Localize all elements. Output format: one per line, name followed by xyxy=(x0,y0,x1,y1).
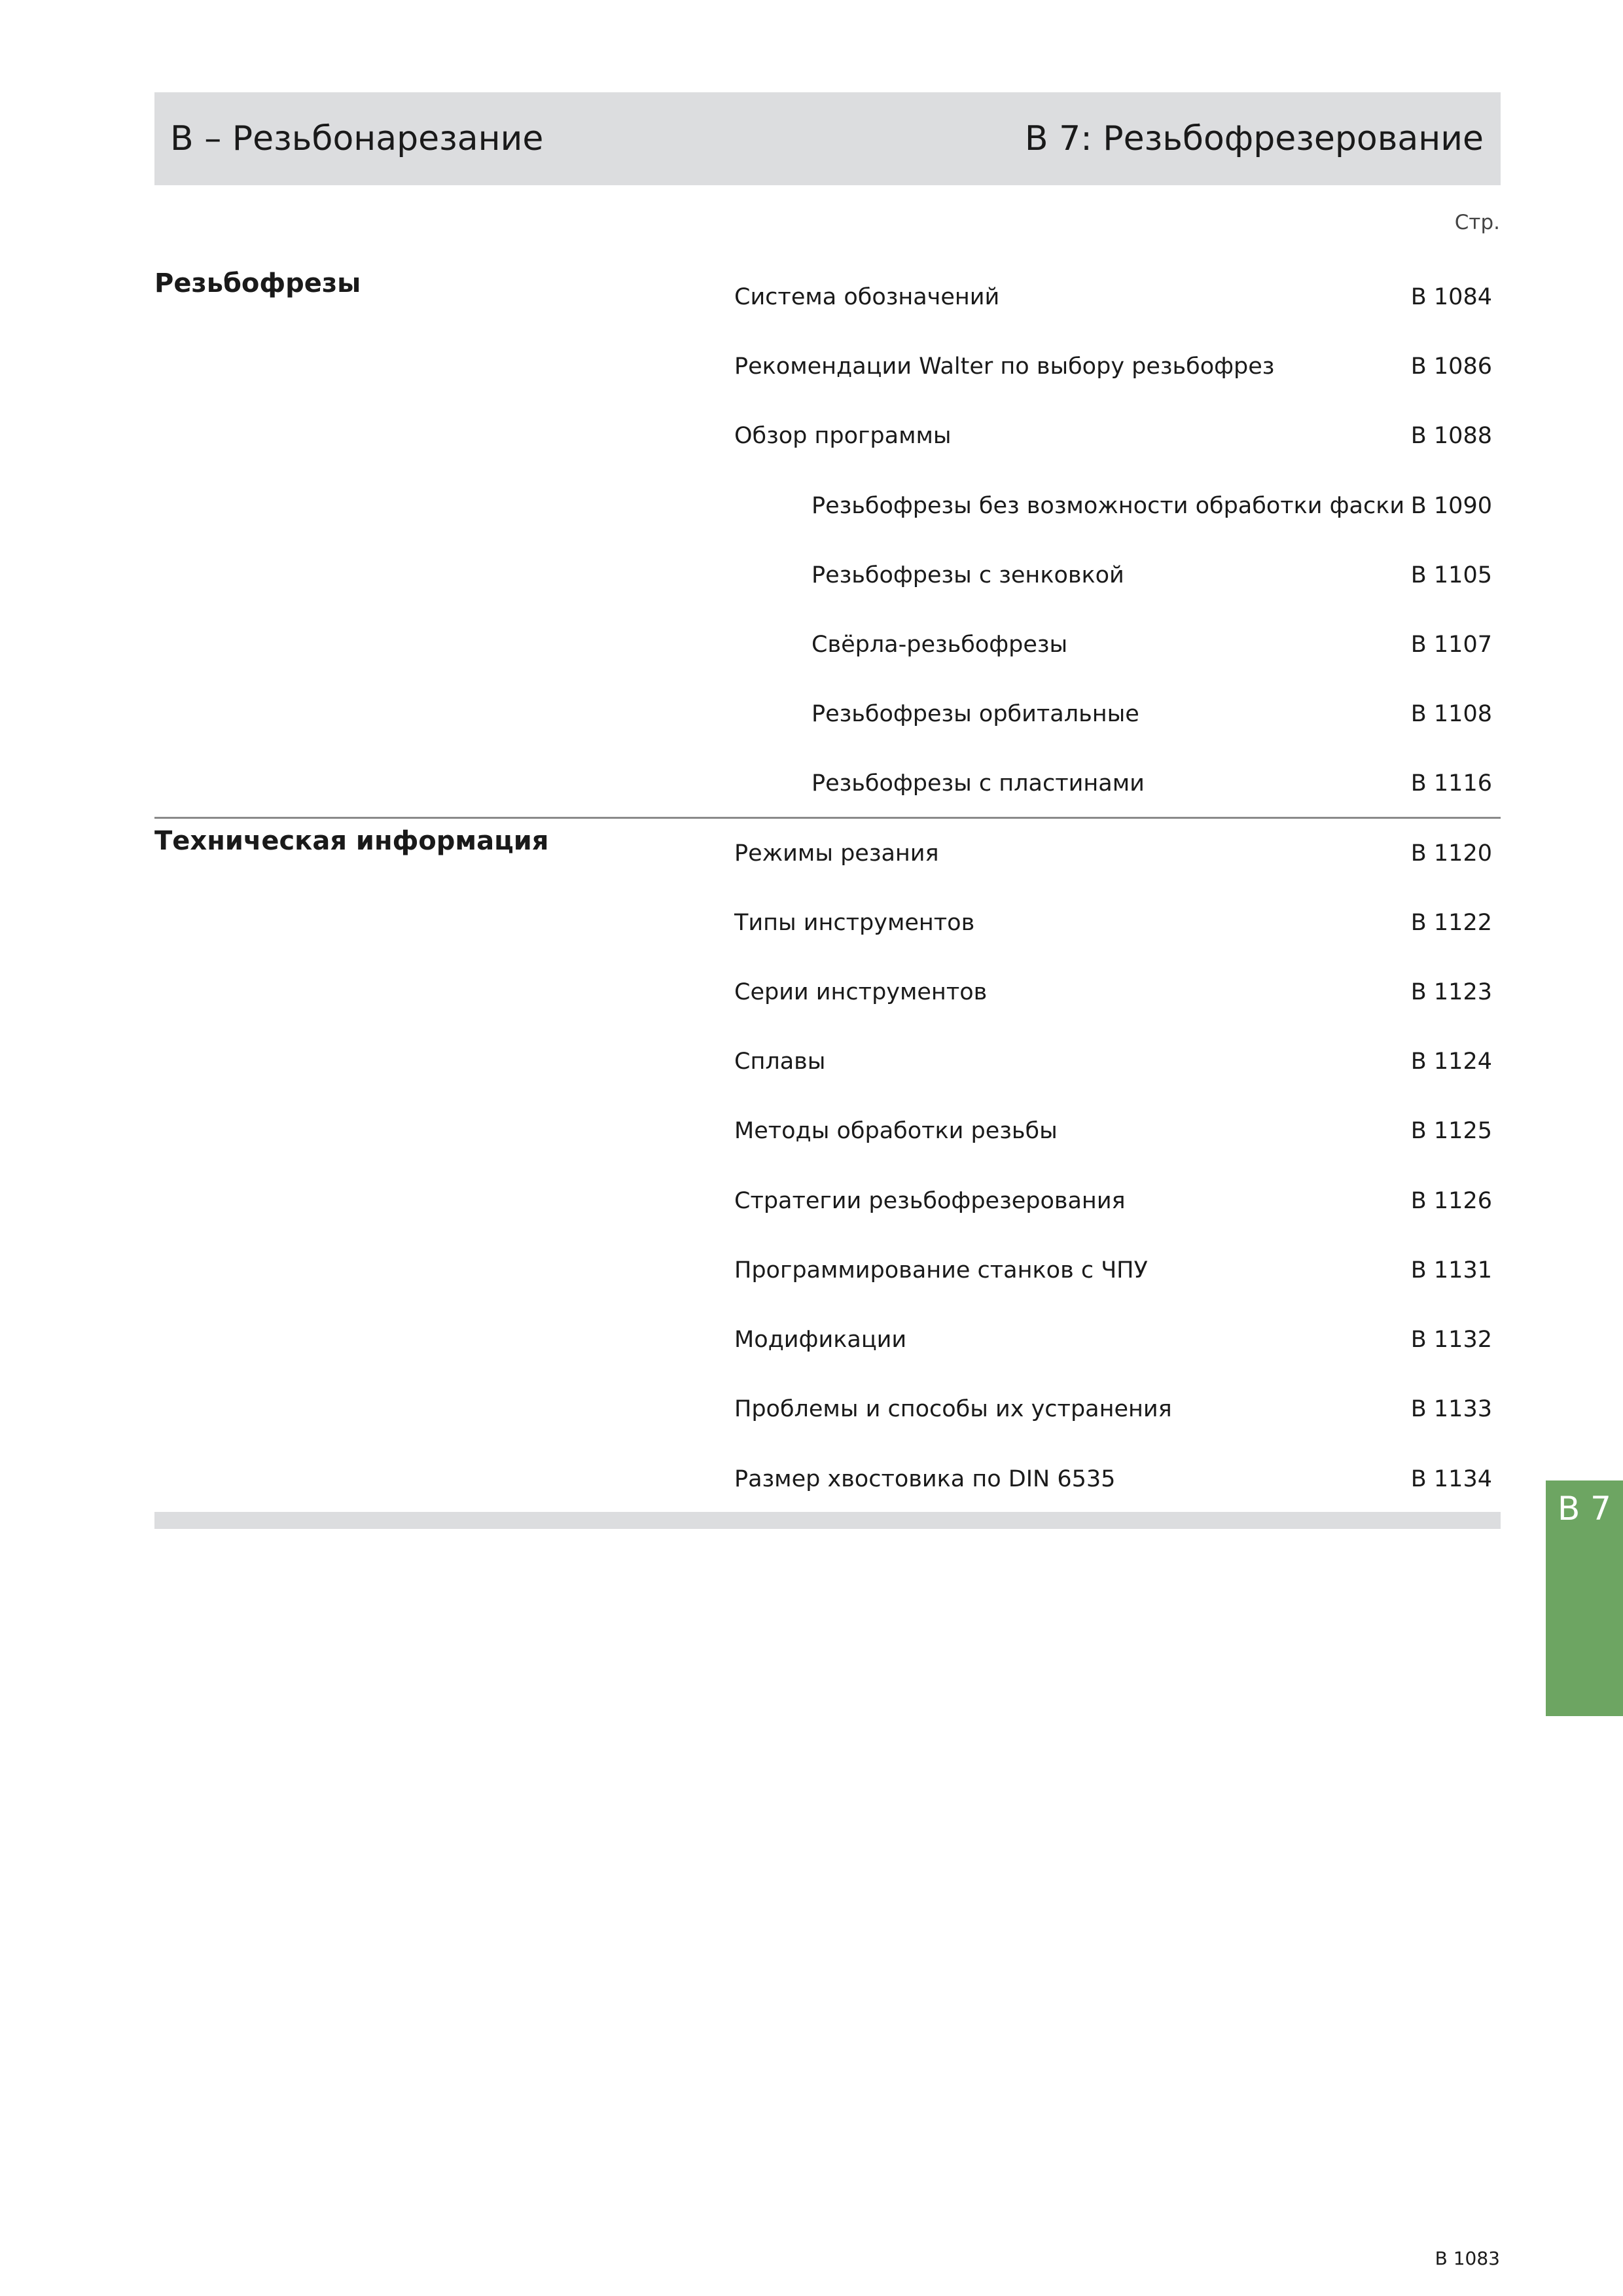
toc-entry-label: Серии инструментов xyxy=(734,979,988,1005)
page-column-label: Стр. xyxy=(1454,211,1500,234)
toc-entry-label: Режимы резания xyxy=(734,840,939,867)
toc-entry-page: B 1133 xyxy=(1410,1396,1492,1422)
toc-entry[interactable] xyxy=(734,694,1492,734)
side-tab-label: B 7 xyxy=(1557,1490,1611,1528)
toc-entry-label: Сплавы xyxy=(734,1049,826,1075)
toc-entry-page: B 1105 xyxy=(1410,562,1492,588)
toc-entry[interactable] xyxy=(734,556,1492,595)
toc-entry-label: Типы инструментов xyxy=(734,910,975,936)
toc-entry[interactable] xyxy=(734,278,1492,317)
toc-entry-label: Модификации xyxy=(734,1327,907,1353)
toc-entry[interactable] xyxy=(734,903,1492,942)
toc-entry[interactable] xyxy=(734,486,1492,526)
toc-entry-page: B 1124 xyxy=(1410,1049,1492,1075)
toc-entry[interactable] xyxy=(734,347,1492,386)
header-bar xyxy=(154,92,1501,185)
toc-entry-page: B 1116 xyxy=(1410,770,1492,797)
toc-entry-page: B 1131 xyxy=(1410,1257,1492,1283)
toc-entry-label: Система обозначений xyxy=(734,284,1000,310)
section-title-thread-mills: Резьбофрезы xyxy=(154,268,361,298)
section-divider xyxy=(154,817,1501,819)
toc-entry[interactable] xyxy=(734,973,1492,1012)
toc-entry-label: Резьбофрезы с пластинами xyxy=(812,770,1145,797)
toc-entry[interactable] xyxy=(734,1460,1492,1499)
toc-entry[interactable] xyxy=(734,1251,1492,1290)
footer-bar xyxy=(154,1512,1501,1529)
toc-entry-page: B 1090 xyxy=(1410,493,1492,519)
toc-entry[interactable] xyxy=(734,625,1492,664)
toc-entry[interactable] xyxy=(734,416,1492,456)
toc-entry-page: B 1126 xyxy=(1410,1188,1492,1214)
toc-entry-page: B 1132 xyxy=(1410,1327,1492,1353)
toc-entry-label: Обзор программы xyxy=(734,423,952,449)
toc-entry-label: Резьбофрезы орбитальные xyxy=(812,701,1139,727)
section-title-technical-info: Техническая информация xyxy=(154,826,549,856)
toc-entry-page: B 1134 xyxy=(1410,1466,1492,1492)
toc-entry[interactable] xyxy=(734,834,1492,873)
toc-entry-label: Стратегии резьбофрезерования xyxy=(734,1188,1126,1214)
toc-entry[interactable] xyxy=(734,1181,1492,1221)
toc-entry-page: B 1125 xyxy=(1410,1118,1492,1144)
toc-entry-page: B 1122 xyxy=(1410,910,1492,936)
toc-entry[interactable] xyxy=(734,764,1492,803)
toc-entry-page: B 1107 xyxy=(1410,632,1492,658)
toc-entry-page: B 1120 xyxy=(1410,840,1492,867)
toc-entry-page: B 1084 xyxy=(1410,284,1492,310)
chapter-side-tab[interactable] xyxy=(1546,1480,1623,1716)
toc-entry-label: Размер хвостовика по DIN 6535 xyxy=(734,1466,1116,1492)
toc-entry-label: Методы обработки резьбы xyxy=(734,1118,1058,1144)
toc-entry-label: Свёрла-резьбофрезы xyxy=(812,632,1068,658)
toc-entry-label: Резьбофрезы с зенковкой xyxy=(812,562,1124,588)
toc-entry[interactable] xyxy=(734,1111,1492,1151)
toc-entry-label: Рекомендации Walter по выбору резьбофрез xyxy=(734,353,1275,380)
chapter-title: B – Резьбонарезание xyxy=(170,119,544,158)
page-number: B 1083 xyxy=(1435,2248,1500,2269)
toc-entry[interactable] xyxy=(734,1042,1492,1081)
toc-entry-label: Резьбофрезы без возможности обработки фаски xyxy=(812,493,1405,519)
toc-entry-label: Программирование станков с ЧПУ xyxy=(734,1257,1148,1283)
toc-entry-page: B 1123 xyxy=(1410,979,1492,1005)
toc-entry[interactable] xyxy=(734,1390,1492,1429)
toc-entry-page: B 1086 xyxy=(1410,353,1492,380)
toc-entry-label: Проблемы и способы их устранения xyxy=(734,1396,1172,1422)
toc-entry-page: B 1108 xyxy=(1410,701,1492,727)
toc-entry-page: B 1088 xyxy=(1410,423,1492,449)
section-title-header: B 7: Резьбофрезерование xyxy=(1024,119,1484,158)
toc-entry[interactable] xyxy=(734,1320,1492,1359)
